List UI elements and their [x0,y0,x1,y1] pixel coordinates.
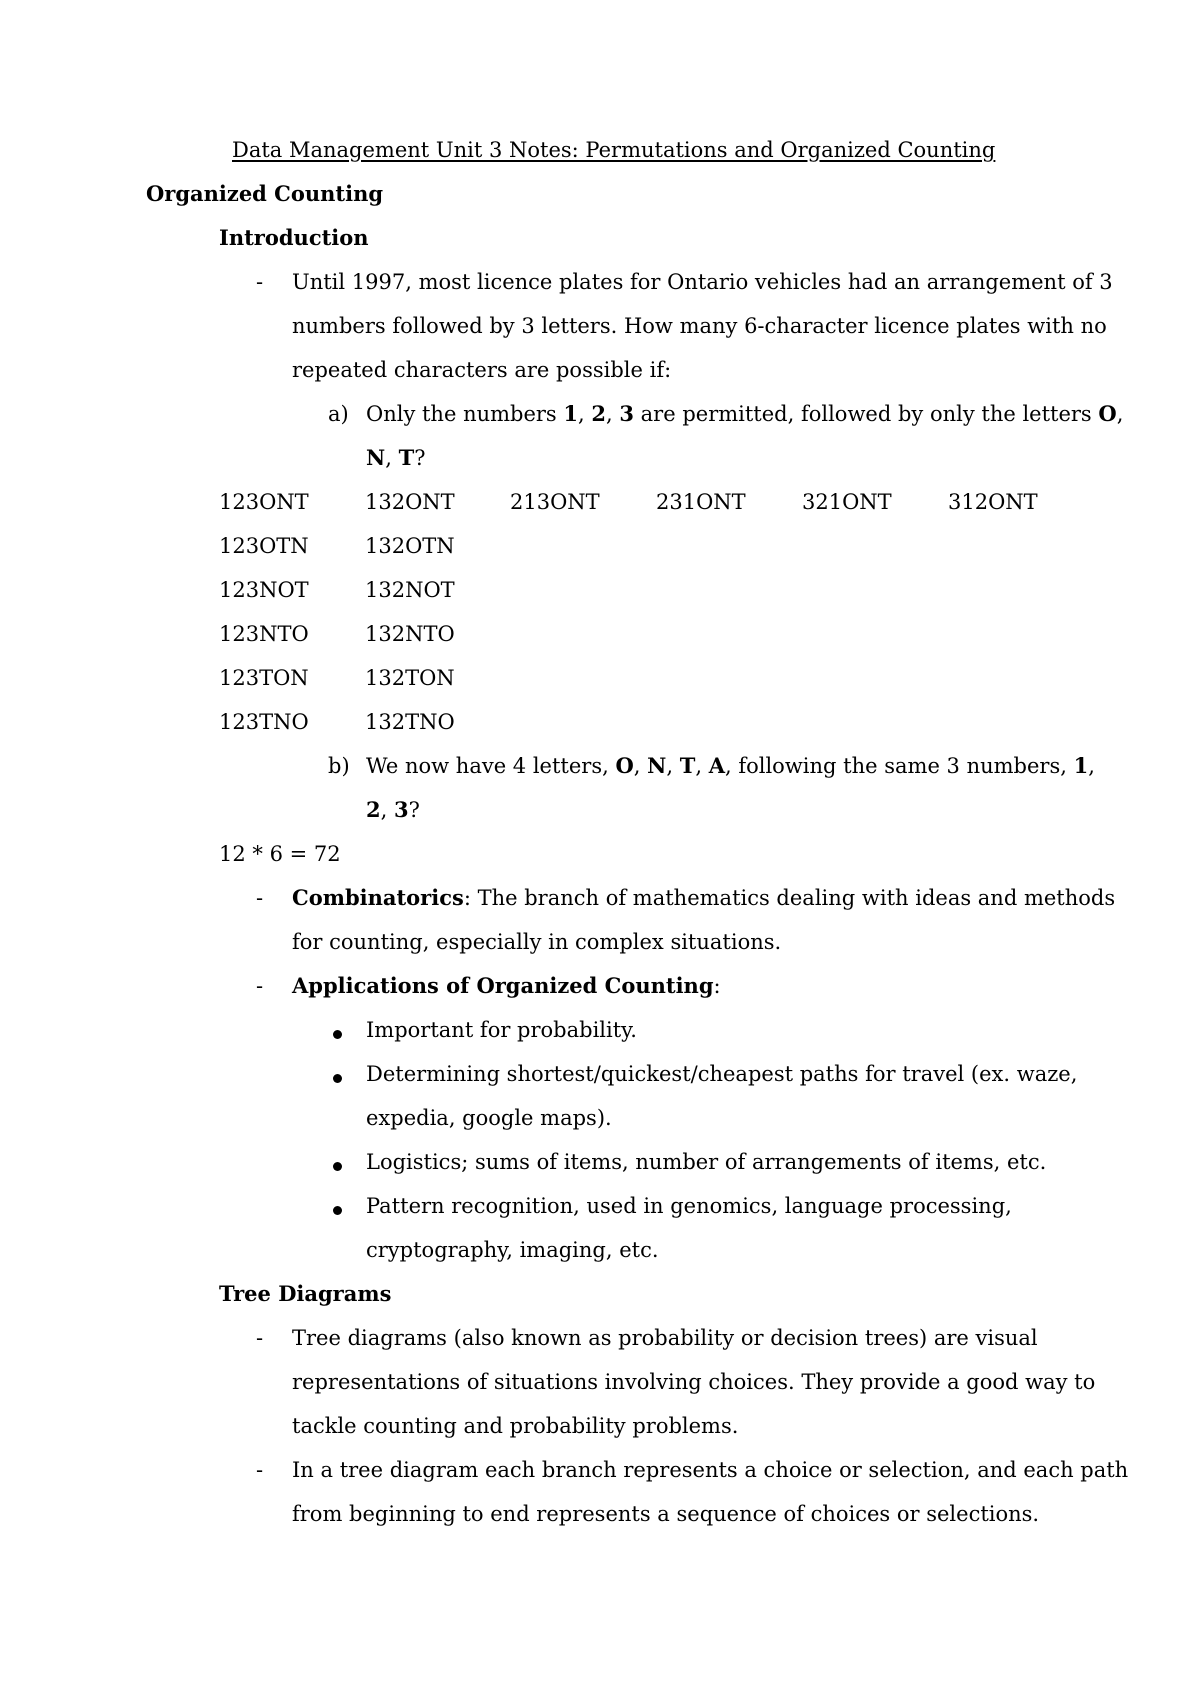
plate-cell: 123TNO [219,710,309,734]
part-a-label: a) [328,402,349,426]
section-heading: Organized Counting [146,181,384,206]
plate-cell: 123ONT [219,490,309,514]
intro-question-line: Until 1997, most licence plates for Ontario vehicles had an arrangement of 3 [292,270,1113,294]
intro-question-line: numbers followed by 3 letters. How many 6-character licence plates with no [292,314,1107,338]
tree-paragraph-line: In a tree diagram each branch represents a choice or selection, and each path [292,1458,1129,1482]
plate-cell: 132TNO [365,710,455,734]
dash-marker: - [256,270,264,294]
combinatorics-definition-cont: for counting, especially in complex situations. [292,930,782,954]
dash-marker: - [256,1458,264,1482]
tree-paragraph-line: from beginning to end represents a sequence of choices or selections. [292,1502,1040,1526]
plate-cell: 231ONT [656,490,746,514]
combinatorics-definition: Combinatorics: The branch of mathematics dealing with ideas and methods [292,885,1116,910]
plate-cell: 123NTO [219,622,309,646]
plate-cell: 132NTO [365,622,455,646]
part-b-line: We now have 4 letters, O, N, T, A, following the same 3 numbers, 1, [366,753,1095,778]
tree-diagrams-heading: Tree Diagrams [219,1281,392,1306]
dash-marker: - [256,886,264,910]
bullet-icon [333,1030,342,1039]
plate-cell: 123OTN [219,534,309,558]
part-a-line: Only the numbers 1, 2, 3 are permitted, followed by only the letters O, [366,401,1124,426]
plate-cell: 132NOT [365,578,455,602]
plate-cell: 132OTN [365,534,455,558]
application-item-cont: expedia, google maps). [366,1106,612,1130]
page-title: Data Management Unit 3 Notes: Permutations and Organized Counting [232,138,996,162]
dash-marker: - [256,1326,264,1350]
application-item-cont: cryptography, imaging, etc. [366,1238,659,1262]
applications-heading: Applications of Organized Counting: [292,973,721,998]
bullet-icon [333,1206,342,1215]
tree-paragraph-line: representations of situations involving choices. They provide a good way to [292,1370,1096,1394]
intro-question-line: repeated characters are possible if: [292,358,672,382]
part-b-line: 2, 3? [366,797,420,822]
calculation: 12 * 6 = 72 [219,842,341,866]
tree-paragraph-line: Tree diagrams (also known as probability or decision trees) are visual [292,1326,1038,1350]
plate-cell: 132TON [365,666,455,690]
intro-heading: Introduction [219,225,369,250]
application-item: Logistics; sums of items, number of arrangements of items, etc. [366,1150,1047,1174]
plate-cell: 213ONT [510,490,600,514]
part-b-label: b) [328,754,350,778]
plate-cell: 123TON [219,666,309,690]
application-item: Pattern recognition, used in genomics, language processing, [366,1194,1012,1218]
tree-paragraph-line: tackle counting and probability problems. [292,1414,739,1438]
plate-cell: 321ONT [802,490,892,514]
dash-marker: - [256,974,264,998]
plate-cell: 312ONT [948,490,1038,514]
bullet-icon [333,1074,342,1083]
application-item: Important for probability. [366,1018,637,1042]
application-item: Determining shortest/quickest/cheapest paths for travel (ex. waze, [366,1062,1078,1086]
plate-cell: 123NOT [219,578,309,602]
bullet-icon [333,1162,342,1171]
plate-cell: 132ONT [365,490,455,514]
part-a-line: N, T? [366,445,426,470]
